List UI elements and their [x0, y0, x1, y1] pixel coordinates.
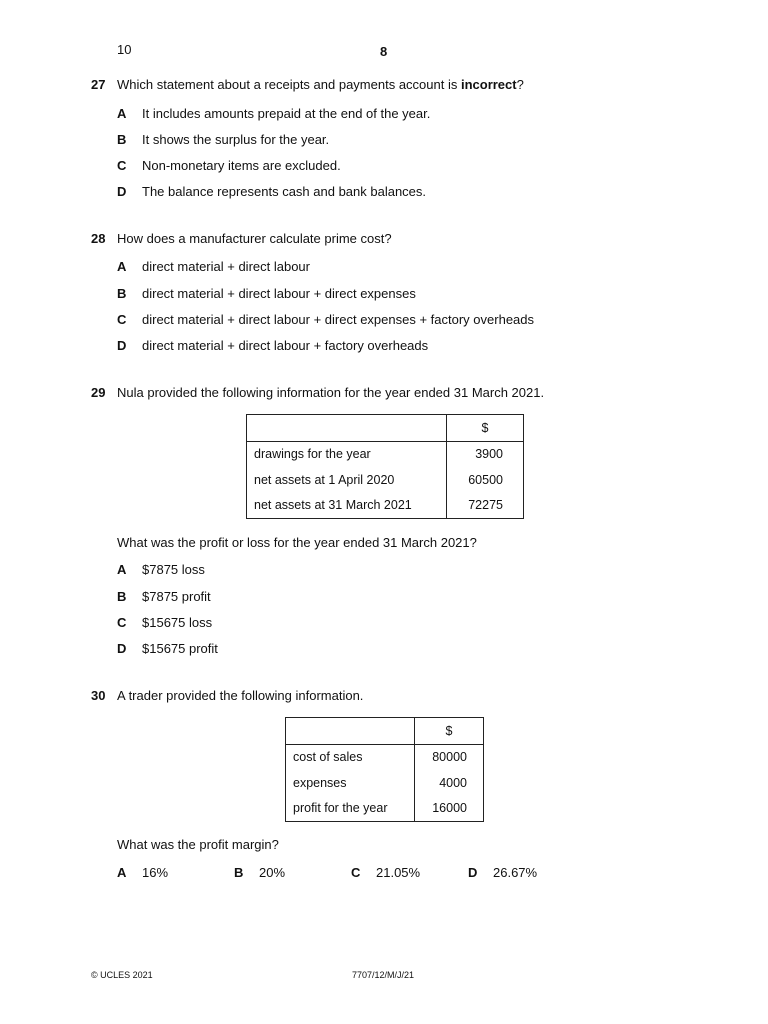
question-number-27: 27 [91, 77, 106, 92]
q27-option-b-letter: B [117, 132, 127, 147]
table-header-blank [286, 718, 415, 745]
q27-option-a-text: It includes amounts prepaid at the end of the year. [142, 106, 431, 121]
table-header-row [247, 415, 524, 442]
q28-option-d-letter: D [117, 338, 127, 353]
q28-option-a-letter: A [117, 259, 127, 274]
q30-option-c-letter: C [351, 865, 361, 880]
question-27-stem-text: Which statement about a receipts and payments account is [117, 77, 461, 92]
question-number-28: 28 [91, 231, 106, 246]
question-27-stem [117, 77, 524, 92]
q28-option-b-letter: B [117, 286, 127, 301]
question-30-prompt: What was the profit margin? [117, 837, 279, 852]
q30-option-b-text: 20% [259, 865, 286, 880]
table-header-row [286, 718, 484, 745]
question-29-prompt: What was the profit or loss for the year ended 31 March 2021? [117, 535, 477, 550]
question-30-stem: A trader provided the following information. [117, 688, 364, 703]
question-number-29: 29 [91, 385, 106, 400]
q30-option-a-text: 16% [142, 865, 169, 880]
footer-paper-code: 7707/12/M/J/21 [352, 970, 415, 980]
q27-option-d-letter: D [117, 184, 127, 199]
q30-option-d-text: 26.67% [493, 865, 538, 880]
question-29-stem: Nula provided the following information for the year ended 31 March 2021. [117, 385, 545, 400]
q27-option-c-text: Non-monetary items are excluded. [142, 158, 341, 173]
q29-option-d-text: $15675 profit [142, 641, 218, 656]
q28-option-c-text: direct material + direct labour + direct expenses + factory overheads [142, 312, 535, 327]
table-row-value: 16000 [432, 801, 467, 816]
q29-option-c-letter: C [117, 615, 127, 630]
q29-option-b-letter: B [117, 589, 127, 604]
q27-option-a-letter: A [117, 106, 127, 121]
table-row [247, 493, 524, 519]
q27-option-c-letter: C [117, 158, 127, 173]
q29-info-table [246, 414, 524, 519]
table-row [247, 467, 524, 493]
q28-option-b-text: direct material + direct labour + direct expenses [142, 286, 416, 301]
table-row-label: drawings for the year [247, 441, 447, 467]
q27-option-d-text: The balance represents cash and bank balances. [142, 184, 427, 199]
table-row-value: 3900 [475, 447, 503, 462]
table-header-blank [247, 415, 447, 442]
q30-option-d-letter: D [468, 865, 478, 880]
question-number-30: 30 [91, 688, 106, 703]
q29-option-b-text: $7875 profit [142, 589, 211, 604]
table-row [286, 796, 484, 822]
table-row-label: cost of sales [286, 744, 415, 770]
question-27-stem-end: ? [516, 77, 524, 92]
table-currency-header: $ [447, 415, 524, 442]
q30-info-table [285, 717, 484, 822]
table-row-value: 80000 [432, 750, 467, 765]
q29-option-d-letter: D [117, 641, 127, 656]
q29-option-a-text: $7875 loss [142, 562, 205, 577]
q29-option-a-letter: A [117, 562, 127, 577]
table-row [286, 744, 484, 770]
table-row-value: 60500 [468, 472, 503, 487]
question-28-stem: How does a manufacturer calculate prime cost? [117, 231, 392, 246]
q28-option-c-letter: C [117, 312, 127, 327]
footer-copyright: © UCLES 2021 [91, 970, 153, 980]
table-row [247, 441, 524, 467]
corner-number: 10 [117, 42, 132, 57]
table-row-value: 4000 [439, 775, 467, 790]
q30-option-b-letter: B [234, 865, 244, 880]
q28-option-a-text: direct material + direct labour [142, 259, 310, 274]
q30-option-c-text: 21.05% [376, 865, 421, 880]
table-row-label: profit for the year [286, 796, 415, 822]
table-row-value: 72275 [468, 498, 503, 513]
table-row-label: expenses [286, 770, 415, 796]
q29-option-c-text: $15675 loss [142, 615, 213, 630]
question-27-stem-emphasis: incorrect [460, 77, 517, 92]
table-currency-header: $ [415, 718, 484, 745]
q28-option-d-text: direct material + direct labour + factory overheads [142, 338, 429, 353]
q27-option-b-text: It shows the surplus for the year. [142, 132, 330, 147]
table-row-label: net assets at 1 April 2020 [247, 467, 447, 493]
q30-option-a-letter: A [117, 865, 127, 880]
table-row-label: net assets at 31 March 2021 [247, 493, 447, 519]
page-number: 8 [380, 44, 388, 59]
table-row [286, 770, 484, 796]
